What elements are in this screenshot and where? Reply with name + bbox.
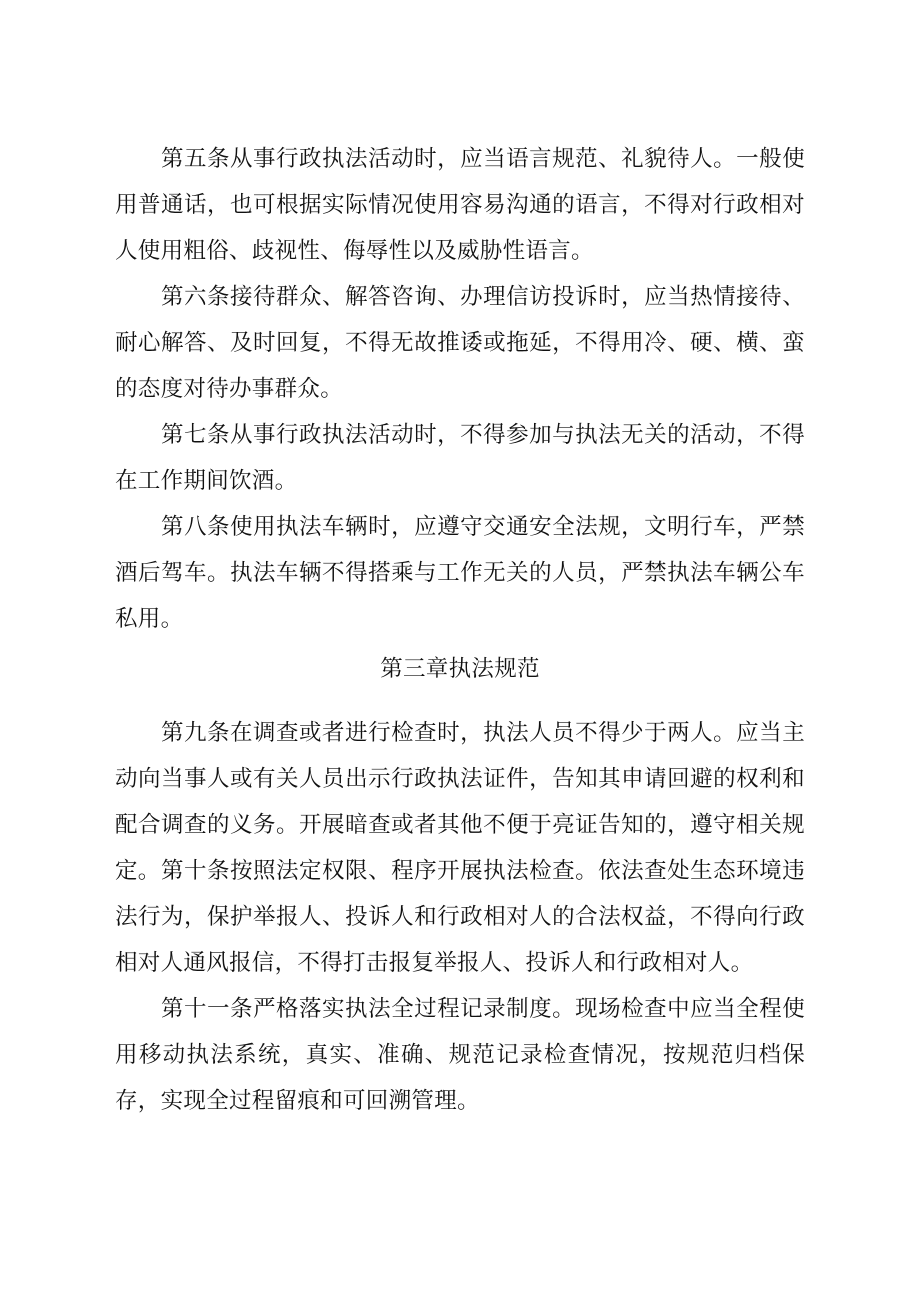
article-6-paragraph: 第六条接待群众、解答咨询、办理信访投诉时，应当热情接待、耐心解答、及时回复，不得无故推诿或拖延，不得用冷、硬、横、蛮的态度对待办事群众。 (115, 284, 805, 402)
article-11-paragraph: 第十一条严格落实执法全过程记录制度。现场检查中应当全程使用移动执法系统，真实、准确、规范记录检查情况，按规范归档保存，实现全过程留痕和可回溯管理。 (115, 996, 805, 1114)
article-7-paragraph: 第七条从事行政执法活动时，不得参加与执法无关的活动，不得在工作期间饮酒。 (115, 422, 805, 494)
article-8-paragraph: 第八条使用执法车辆时，应遵守交通安全法规，文明行车，严禁酒后驾车。执法车辆不得搭乘与工作无关的人员，严禁执法车辆公车私用。 (115, 514, 805, 632)
article-9-paragraph: 第九条在调查或者进行检查时，执法人员不得少于两人。应当主动向当事人或有关人员出示行政执法证件，告知其申请回避的权利和配合调查的义务。开展暗查或者其他不便于亮证告知的，遵守相关规定。 (115, 720, 805, 884)
chapter-3-heading: 第三章执法规范 (380, 656, 540, 682)
article-5-paragraph: 第五条从事行政执法活动时，应当语言规范、礼貌待人。一般使用普通话，也可根据实际情况使用容易沟通的语言，不得对行政相对人使用粗俗、歧视性、侮辱性以及威胁性语言。 (115, 146, 805, 264)
article-10-paragraph: 第十条按照法定权限、程序开展执法检查。依法查处生态环境违法行为，保护举报人、投诉人和行政相对人的合法权益，不得向行政相对人通风报信，不得打击报复举报人、投诉人和行政相对人。 (115, 858, 805, 976)
